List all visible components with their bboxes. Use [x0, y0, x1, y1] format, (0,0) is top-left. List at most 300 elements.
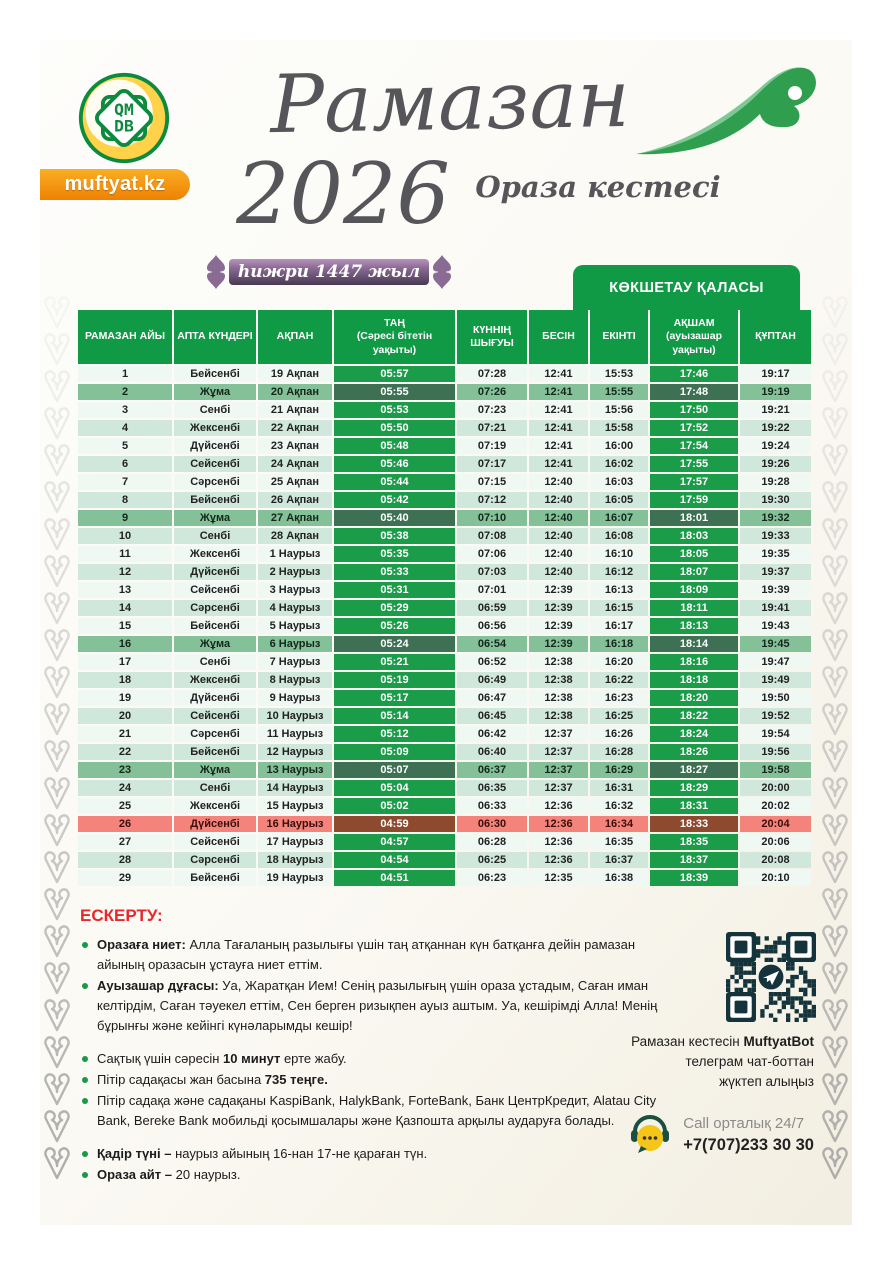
cell-aq: 17:50 — [650, 402, 738, 418]
cell-eki: 16:18 — [590, 636, 648, 652]
cell-qup: 19:32 — [740, 510, 811, 526]
cell-date: 17 Наурыз — [258, 834, 332, 850]
cell-d: 3 — [78, 402, 172, 418]
cell-aq: 18:18 — [650, 672, 738, 688]
cell-d: 15 — [78, 618, 172, 634]
cell-w: Жұма — [174, 762, 256, 778]
cell-bes: 12:40 — [529, 528, 588, 544]
cell-d: 14 — [78, 600, 172, 616]
cell-w: Жұма — [174, 384, 256, 400]
ornament-motif — [822, 776, 848, 810]
ornament-motif — [822, 369, 848, 403]
cell-bes: 12:36 — [529, 852, 588, 868]
table-row — [78, 870, 814, 886]
subtitle: Ораза кестесі — [475, 170, 721, 204]
cell-eki: 16:00 — [590, 438, 648, 454]
cell-bes: 12:40 — [529, 564, 588, 580]
cell-eki: 16:17 — [590, 618, 648, 634]
cell-d: 20 — [78, 708, 172, 724]
cell-d: 8 — [78, 492, 172, 508]
cell-eki: 16:08 — [590, 528, 648, 544]
ornament-motif — [822, 998, 848, 1032]
hijri-ornament-right-icon — [429, 253, 455, 291]
cell-qup: 19:35 — [740, 546, 811, 562]
ornament-motif — [822, 628, 848, 662]
cell-eki: 16:29 — [590, 762, 648, 778]
cell-tan: 05:44 — [334, 474, 455, 490]
cell-w: Сәрсенбі — [174, 852, 256, 868]
ornament-motif — [44, 332, 70, 366]
cell-d: 18 — [78, 672, 172, 688]
cell-tan: 05:12 — [334, 726, 455, 742]
cell-qup: 19:39 — [740, 582, 811, 598]
column-header: КҮННІҢ ШЫҒУЫ — [457, 310, 527, 364]
cell-bes: 12:38 — [529, 672, 588, 688]
cell-sun: 07:08 — [457, 528, 527, 544]
cell-d: 13 — [78, 582, 172, 598]
qr-code — [726, 932, 816, 1022]
cell-w: Сенбі — [174, 654, 256, 670]
cell-bes: 12:39 — [529, 582, 588, 598]
note-item: Пітір садақа және садақаны KaspiBank, HalykBank, ForteBank, Банк ЦентрКредит, Alatau City Bank, Bereke Bank мобильді қосымшалары және Қазпошта арқылы аударуға болады. — [80, 1091, 665, 1131]
cell-date: 28 Ақпан — [258, 528, 332, 544]
table-row — [78, 564, 814, 580]
column-header: ЕКІНТІ — [590, 310, 648, 364]
bullet-icon — [82, 1098, 88, 1104]
qmdb-logo — [76, 70, 172, 166]
ornament-motif — [44, 1109, 70, 1143]
table-row — [78, 780, 814, 796]
cell-aq: 18:24 — [650, 726, 738, 742]
cell-qup: 19:43 — [740, 618, 811, 634]
bullet-icon — [82, 1077, 88, 1083]
cell-w: Дүйсенбі — [174, 690, 256, 706]
cell-date: 7 Наурыз — [258, 654, 332, 670]
qr-caption-bot-name: MuftyatBot — [743, 1034, 814, 1049]
cell-bes: 12:38 — [529, 690, 588, 706]
cell-bes: 12:36 — [529, 834, 588, 850]
cell-date: 18 Наурыз — [258, 852, 332, 868]
cell-sun: 07:12 — [457, 492, 527, 508]
cell-bes: 12:38 — [529, 708, 588, 724]
cell-w: Бейсенбі — [174, 366, 256, 382]
cell-bes: 12:40 — [529, 546, 588, 562]
table-row — [78, 708, 814, 724]
cell-aq: 18:01 — [650, 510, 738, 526]
cell-qup: 19:58 — [740, 762, 811, 778]
cell-tan: 04:51 — [334, 870, 455, 886]
cell-w: Сейсенбі — [174, 708, 256, 724]
cell-w: Сәрсенбі — [174, 726, 256, 742]
cell-qup: 19:24 — [740, 438, 811, 454]
cell-qup: 19:54 — [740, 726, 811, 742]
qr-caption — [554, 1032, 814, 1092]
note-item: Сақтық үшін сәресін 10 минут ерте жабу. — [80, 1049, 665, 1069]
cell-w: Дүйсенбі — [174, 816, 256, 832]
ornament-motif — [44, 369, 70, 403]
cell-sun: 06:54 — [457, 636, 527, 652]
cell-date: 25 Ақпан — [258, 474, 332, 490]
cell-d: 19 — [78, 690, 172, 706]
cell-d: 7 — [78, 474, 172, 490]
cell-aq: 17:55 — [650, 456, 738, 472]
ornament-motif — [44, 776, 70, 810]
ornament-motif — [822, 1072, 848, 1106]
cell-aq: 18:07 — [650, 564, 738, 580]
cell-sun: 07:10 — [457, 510, 527, 526]
city-banner — [573, 265, 800, 310]
cell-eki: 16:25 — [590, 708, 648, 724]
cell-sun: 06:25 — [457, 852, 527, 868]
cell-qup: 19:56 — [740, 744, 811, 760]
site-badge — [40, 169, 190, 200]
ornament-motif — [822, 332, 848, 366]
cell-tan: 05:46 — [334, 456, 455, 472]
cell-d: 4 — [78, 420, 172, 436]
cell-eki: 15:58 — [590, 420, 648, 436]
cell-tan: 05:14 — [334, 708, 455, 724]
cell-eki: 16:02 — [590, 456, 648, 472]
cell-bes: 12:40 — [529, 474, 588, 490]
cell-aq: 18:11 — [650, 600, 738, 616]
poster-card — [40, 40, 852, 1225]
ornament-motif — [822, 406, 848, 440]
table-row — [78, 834, 814, 850]
ornament-motif — [822, 887, 848, 921]
ornament-motif — [822, 295, 848, 329]
cell-bes: 12:37 — [529, 780, 588, 796]
table-row — [78, 438, 814, 454]
cell-sun: 07:19 — [457, 438, 527, 454]
cell-eki: 16:10 — [590, 546, 648, 562]
cell-tan: 04:54 — [334, 852, 455, 868]
ornament-motif — [822, 1109, 848, 1143]
cell-eki: 16:07 — [590, 510, 648, 526]
cell-date: 5 Наурыз — [258, 618, 332, 634]
cell-date: 19 Ақпан — [258, 366, 332, 382]
table-row — [78, 636, 814, 652]
cell-eki: 16:32 — [590, 798, 648, 814]
cell-w: Сенбі — [174, 780, 256, 796]
cell-sun: 06:35 — [457, 780, 527, 796]
ornament-motif — [44, 850, 70, 884]
ornament-motif — [44, 406, 70, 440]
ornament-motif — [822, 443, 848, 477]
cell-tan: 05:19 — [334, 672, 455, 688]
kazakh-ornament-right-border — [820, 295, 850, 1185]
ornament-motif — [44, 961, 70, 995]
cell-aq: 18:35 — [650, 834, 738, 850]
page-title: Рамазан — [269, 51, 631, 152]
note-item: Пітір садақасы жан басына 735 теңге. — [80, 1070, 665, 1090]
logo-text-db: DB — [114, 116, 134, 136]
ornament-motif — [822, 480, 848, 514]
cell-date: 15 Наурыз — [258, 798, 332, 814]
cell-qup: 19:52 — [740, 708, 811, 724]
bullet-icon — [82, 983, 88, 989]
cell-d: 29 — [78, 870, 172, 886]
bullet-icon — [82, 942, 88, 948]
ornament-motif — [822, 517, 848, 551]
cell-qup: 19:19 — [740, 384, 811, 400]
table-row — [78, 690, 814, 706]
cell-sun: 06:59 — [457, 600, 527, 616]
cell-qup: 19:30 — [740, 492, 811, 508]
cell-bes: 12:41 — [529, 438, 588, 454]
cell-qup: 19:28 — [740, 474, 811, 490]
cell-sun: 06:33 — [457, 798, 527, 814]
cell-tan: 04:57 — [334, 834, 455, 850]
cell-sun: 06:52 — [457, 654, 527, 670]
table-body — [78, 366, 814, 886]
cell-qup: 19:17 — [740, 366, 811, 382]
table-row — [78, 816, 814, 832]
cell-tan: 05:55 — [334, 384, 455, 400]
cell-bes: 12:37 — [529, 762, 588, 778]
cell-date: 4 Наурыз — [258, 600, 332, 616]
cell-eki: 16:28 — [590, 744, 648, 760]
hijri-ornament-left-icon — [203, 253, 229, 291]
cell-date: 1 Наурыз — [258, 546, 332, 562]
cell-sun: 07:26 — [457, 384, 527, 400]
cell-bes: 12:41 — [529, 402, 588, 418]
bullet-icon — [82, 1172, 88, 1178]
cell-sun: 06:37 — [457, 762, 527, 778]
cell-date: 14 Наурыз — [258, 780, 332, 796]
ornament-motif — [822, 591, 848, 625]
table-row — [78, 600, 814, 616]
table-row — [78, 528, 814, 544]
cell-sun: 07:03 — [457, 564, 527, 580]
ornament-motif — [44, 591, 70, 625]
cell-qup: 20:10 — [740, 870, 811, 886]
cell-eki: 16:15 — [590, 600, 648, 616]
cell-d: 28 — [78, 852, 172, 868]
cell-bes: 12:41 — [529, 420, 588, 436]
cell-aq: 17:46 — [650, 366, 738, 382]
cell-date: 9 Наурыз — [258, 690, 332, 706]
cell-eki: 16:37 — [590, 852, 648, 868]
logo-text-qm: QM — [114, 100, 134, 120]
cell-tan: 05:33 — [334, 564, 455, 580]
cell-tan: 05:50 — [334, 420, 455, 436]
ornament-motif — [822, 961, 848, 995]
cell-bes: 12:37 — [529, 744, 588, 760]
cell-sun: 06:49 — [457, 672, 527, 688]
call-center-phone: +7(707)233 30 30 — [683, 1136, 814, 1154]
cell-aq: 17:54 — [650, 438, 738, 454]
cell-d: 17 — [78, 654, 172, 670]
cell-qup: 19:21 — [740, 402, 811, 418]
ornament-motif — [44, 1035, 70, 1069]
cell-aq: 18:13 — [650, 618, 738, 634]
cell-tan: 05:38 — [334, 528, 455, 544]
cell-sun: 06:30 — [457, 816, 527, 832]
ornament-motif — [822, 554, 848, 588]
cell-eki: 16:34 — [590, 816, 648, 832]
cell-sun: 06:47 — [457, 690, 527, 706]
cell-date: 8 Наурыз — [258, 672, 332, 688]
cell-sun: 06:23 — [457, 870, 527, 886]
cell-sun: 07:06 — [457, 546, 527, 562]
table-row — [78, 744, 814, 760]
cell-aq: 18:03 — [650, 528, 738, 544]
ornament-motif — [44, 813, 70, 847]
cell-sun: 07:23 — [457, 402, 527, 418]
cell-date: 22 Ақпан — [258, 420, 332, 436]
cell-aq: 18:14 — [650, 636, 738, 652]
cell-tan: 05:42 — [334, 492, 455, 508]
cell-tan: 05:53 — [334, 402, 455, 418]
cell-aq: 18:09 — [650, 582, 738, 598]
cell-qup: 19:37 — [740, 564, 811, 580]
cell-qup: 20:00 — [740, 780, 811, 796]
qr-caption-prefix: Рамазан кестесін — [631, 1034, 744, 1049]
hijri-badge-label: һижри 1447 жыл — [229, 259, 429, 285]
cell-tan: 05:02 — [334, 798, 455, 814]
cell-bes: 12:40 — [529, 510, 588, 526]
cell-eki: 16:20 — [590, 654, 648, 670]
cell-w: Жексенбі — [174, 672, 256, 688]
cell-aq: 18:29 — [650, 780, 738, 796]
cell-date: 20 Ақпан — [258, 384, 332, 400]
site-badge-label: muftyat.kz — [64, 173, 166, 195]
column-header: РАМАЗАН АЙЫ — [78, 310, 172, 364]
note-item: Қадір түні – наурыз айының 16-нан 17-не қараған түн. — [80, 1144, 665, 1164]
column-header: ҚҰПТАН — [740, 310, 811, 364]
cell-aq: 17:57 — [650, 474, 738, 490]
qr-caption-line3: жүктеп алыңыз — [719, 1074, 814, 1089]
cell-qup: 20:04 — [740, 816, 811, 832]
cell-aq: 17:59 — [650, 492, 738, 508]
schedule-table — [78, 310, 814, 888]
cell-eki: 16:26 — [590, 726, 648, 742]
cell-date: 21 Ақпан — [258, 402, 332, 418]
cell-qup: 19:41 — [740, 600, 811, 616]
cell-date: 11 Наурыз — [258, 726, 332, 742]
cell-aq: 18:33 — [650, 816, 738, 832]
cell-tan: 05:35 — [334, 546, 455, 562]
cell-w: Бейсенбі — [174, 870, 256, 886]
cell-d: 12 — [78, 564, 172, 580]
qr-caption-line2: телеграм чат-боттан — [685, 1054, 814, 1069]
cell-w: Жексенбі — [174, 798, 256, 814]
call-center-label: Call орталық 24/7 — [683, 1115, 805, 1132]
cell-tan: 05:07 — [334, 762, 455, 778]
cell-sun: 07:17 — [457, 456, 527, 472]
cell-sun: 07:21 — [457, 420, 527, 436]
cell-date: 23 Ақпан — [258, 438, 332, 454]
cell-w: Сейсенбі — [174, 582, 256, 598]
ornament-motif — [44, 739, 70, 773]
table-row — [78, 420, 814, 436]
cell-d: 23 — [78, 762, 172, 778]
ornament-motif — [822, 813, 848, 847]
cell-d: 22 — [78, 744, 172, 760]
headset-chat-icon — [627, 1112, 673, 1158]
cell-w: Сенбі — [174, 402, 256, 418]
cell-aq: 17:48 — [650, 384, 738, 400]
table-row — [78, 726, 814, 742]
cell-d: 24 — [78, 780, 172, 796]
column-header: АҚПАН — [258, 310, 332, 364]
cell-tan: 05:04 — [334, 780, 455, 796]
cell-d: 27 — [78, 834, 172, 850]
cell-eki: 16:12 — [590, 564, 648, 580]
cell-bes: 12:36 — [529, 816, 588, 832]
cell-qup: 19:50 — [740, 690, 811, 706]
note-group — [80, 1144, 665, 1185]
note-item: Ораза айт – 20 наурыз. — [80, 1165, 665, 1185]
cell-w: Бейсенбі — [174, 744, 256, 760]
cell-tan: 05:21 — [334, 654, 455, 670]
cell-aq: 18:31 — [650, 798, 738, 814]
table-row — [78, 402, 814, 418]
ornament-motif — [44, 517, 70, 551]
hijri-badge — [203, 252, 455, 292]
column-header: БЕСІН — [529, 310, 588, 364]
cell-d: 2 — [78, 384, 172, 400]
cell-date: 19 Наурыз — [258, 870, 332, 886]
notes-heading: ЕСКЕРТУ: — [80, 906, 163, 925]
bullet-icon — [82, 1056, 88, 1062]
cell-aq: 18:16 — [650, 654, 738, 670]
ornament-motif — [822, 1146, 848, 1180]
cell-bes: 12:35 — [529, 870, 588, 886]
cell-w: Жексенбі — [174, 420, 256, 436]
ornament-motif — [44, 1146, 70, 1180]
cell-aq: 18:39 — [650, 870, 738, 886]
cell-qup: 20:06 — [740, 834, 811, 850]
cell-aq: 18:20 — [650, 690, 738, 706]
cell-date: 24 Ақпан — [258, 456, 332, 472]
cell-d: 5 — [78, 438, 172, 454]
cell-aq: 17:52 — [650, 420, 738, 436]
cell-bes: 12:39 — [529, 600, 588, 616]
cell-bes: 12:37 — [529, 726, 588, 742]
cell-date: 27 Ақпан — [258, 510, 332, 526]
cell-tan: 05:17 — [334, 690, 455, 706]
table-row — [78, 474, 814, 490]
cell-eki: 15:55 — [590, 384, 648, 400]
cell-tan: 05:48 — [334, 438, 455, 454]
cell-d: 25 — [78, 798, 172, 814]
cell-w: Бейсенбі — [174, 492, 256, 508]
cell-date: 13 Наурыз — [258, 762, 332, 778]
cell-d: 1 — [78, 366, 172, 382]
cell-eki: 16:35 — [590, 834, 648, 850]
ornament-motif — [44, 887, 70, 921]
table-row — [78, 798, 814, 814]
cell-date: 2 Наурыз — [258, 564, 332, 580]
cell-qup: 20:08 — [740, 852, 811, 868]
cell-sun: 07:28 — [457, 366, 527, 382]
city-banner-label: КӨКШЕТАУ ҚАЛАСЫ — [609, 279, 764, 296]
cell-qup: 19:49 — [740, 672, 811, 688]
qr-code-svg — [726, 932, 816, 1022]
cell-bes: 12:38 — [529, 654, 588, 670]
table-row — [78, 456, 814, 472]
ornament-motif — [44, 480, 70, 514]
cell-eki: 16:38 — [590, 870, 648, 886]
cell-aq: 18:26 — [650, 744, 738, 760]
cell-aq: 18:05 — [650, 546, 738, 562]
cell-aq: 18:27 — [650, 762, 738, 778]
ornament-motif — [44, 702, 70, 736]
table-row — [78, 384, 814, 400]
table-row — [78, 852, 814, 868]
table-row — [78, 582, 814, 598]
